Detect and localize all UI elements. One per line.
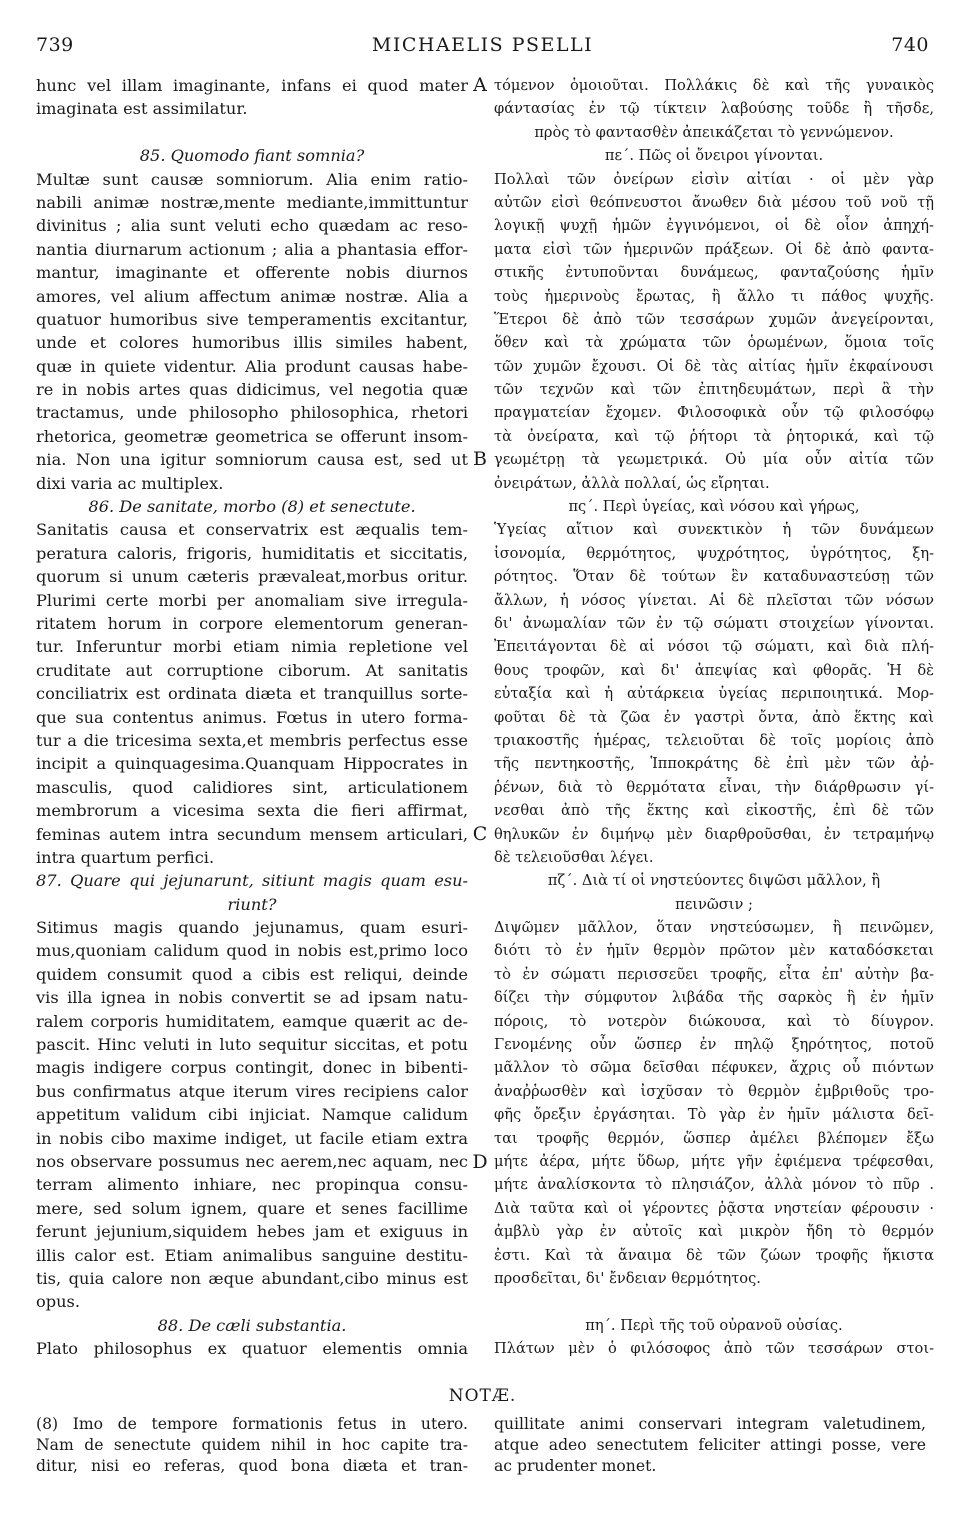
section-heading-88 [36,1314,468,1337]
greek-line: πρὸς τὸ φαντασθὲν ἀπεικάζεται τὸ γεννώμενον. [534,123,894,141]
notes-left-column [36,1414,468,1477]
latin-line: Plurimi certe morbi per anomaliam sive irregula- [36,590,468,610]
greek-line: Διψῶμεν μᾶλλον, ὅταν νηστεύσωμεν, ἢ πεινῶμεν, [494,919,934,937]
greek-line: τῆς πεντηκοστῆς, Ἱπποκράτης δὲ ἐπὶ μὲν τῶν ἀῤ- [494,755,934,773]
greek-column [494,74,934,1360]
latin-line: imaginata est assimilatur. [36,99,248,119]
section-heading-text: 86. De sanitate, morbo (8) et senectute. [88,497,416,517]
latin-line: tractamus, unde philosopho philosophica, rhetori [36,403,468,423]
latin-line: illis calor est. Etiam animalibus sanguine destitu- [36,1245,468,1265]
greek-line: ὅθεν καὶ τὰ χρώματα τῶν ὁρωμένων, ὅμοια τοῖς [494,334,934,352]
latin-line: magis indigere corpus contingit, donec in bibenti- [36,1058,468,1078]
greek-line: ἐστι. Καὶ τὰ ἄναιμα δὲ τῶν ζώων τροφῆς ἥκιστα [494,1246,934,1264]
notes-right-column [494,1414,926,1477]
latin-line: opus. [36,1292,80,1312]
latin-line: masculis, quod calidiores sint, articulationem [36,777,468,797]
greek-line: θηλυκῶν ἐν διμήνῳ μὲν διαρθροῦσθαι, ἐν τετραμήνῳ [494,825,934,843]
latin-line: mantur, imaginante et offerente nobis diurnos [36,263,468,283]
greek-line: ὀνειράτων, ἀλλὰ πολλαί, ὡς εἴρηται. [494,474,770,492]
greek-line: προσδεῖται, δι' ἔνδειαν θερμότητος. [494,1269,761,1287]
greek-line: πόροις, τὸ νοτερὸν διώκουσα, καὶ τὸ δίυγρον. [494,1012,934,1030]
latin-line: quidem consumit quod a cibis est reliqui, deinde [36,964,468,984]
greek-line: μᾶλλον τὸ σῶμα δεῖσθαι πέφυκεν, ἄχρις οὗ πιόντων [494,1059,934,1077]
latin-line: Multæ sunt causæ somniorum. Alia enim ratio- [36,169,468,189]
latin-line: nia. Non una igitur somniorum causa est, sed ut [36,450,468,470]
greek-line: τοὺς ἡμερινοὺς ἔρωτας, ἢ ἄλλο τι πάθος ψυχῆς. [494,287,934,305]
note-line: (8) Imo de tempore formationis fetus in utero. [36,1415,468,1433]
latin-line: rhetorica, geometræ geometrica se offerunt insom- [36,426,468,446]
latin-line: tur. Inferuntur morbi etiam nimia repletione vel [36,637,468,657]
greek-line: Διὰ ταῦτα καὶ οἱ γέροντες ῥᾷστα νηστείαν φέρουσιν · [494,1199,934,1217]
latin-line: quorum si unum cæteris prævaleat,morbus oritur. [36,567,468,587]
latin-line: hunc vel illam imaginante, infans ei quod mater [36,76,468,95]
greek-line: Πλάτων μὲν ὁ φιλόσοφος ἀπὸ τῶν τεσσάρων στοι- [494,1340,934,1358]
greek-line: πραγματείαν ἔχομεν. Φιλοσοφικὰ οὖν τῷ φιλοσόφῳ [494,404,934,422]
section-heading-86 [36,495,468,518]
section-heading-85-greek: πε΄. Πῶς οἱ ὄνειροι γίνονται. [604,147,824,165]
latin-line: mere, sed solum ignem, quare et senes facillime [36,1198,468,1218]
latin-line: tis, quia calore non æque abundant,cibo minus est [36,1268,468,1288]
section-heading-86-greek: πς΄. Περὶ ὑγείας, καὶ νόσου καὶ γήρως, [568,498,860,516]
running-title: MICHAELIS PSELLI [371,34,594,56]
latin-line: divinitus ; alia sunt veluti echo quædam ac reso- [36,216,468,236]
latin-line: appetitum validum cibi injiciat. Namque calidum [36,1105,468,1125]
greek-line: φάντασίας ἐν τῷ τίκτειν λαβούσης τοῦδε ἢ τῆσδε, [494,100,934,118]
latin-line: nantia diurnarum actionum ; alia a phantasia effor- [36,239,468,259]
greek-line: ἄλλων, ἡ νόσος γίνεται. Αἱ δὲ πλεῖσται τῶν νόσων [494,591,934,609]
latin-line: bus confirmatus atque iterum vires recipiens calor [36,1081,468,1101]
margin-letter-c: C [472,823,488,845]
greek-line: εὐταξία καὶ ἡ αὐτάρκεια ὑγείας περιποιητικά. Μορ- [494,685,934,703]
section-heading-87-greek-cont: πεινῶσιν ; [675,895,753,913]
latin-line: re in nobis artes quas didicimus, vel negotia quæ [36,380,468,400]
greek-line: ἀναῤῥωσθὲν καὶ ἰσχῦσαν τὸ θερμὸν ἐμβριθοῦς τρο- [494,1082,934,1100]
section-heading-87 [36,869,468,892]
notes-heading: NOTÆ. [448,1386,517,1406]
latin-line: Sitimus magis quando jejunamus, quam esuri- [36,918,468,938]
section-heading-85 [36,144,468,167]
greek-line: φῆς ὄρεξιν ἐργάσηται. Τὸ γὰρ ἐν ἡμῖν μάλιστα δεῖ- [494,1106,934,1124]
section-heading-text: riunt? [227,894,277,914]
running-header [36,34,929,64]
greek-line: ρότητος. Ὅταν δὲ τούτων ἓν καταδυναστεύσῃ τῶν [494,568,934,586]
latin-line: pascit. Hinc veluti in luto sequitur siccitas, et potu [36,1035,468,1055]
greek-line: μήτε ἀέρα, μήτε ὕδωρ, μήτε γῆν ἐφιέμενα τρέφεσθαι, [494,1152,934,1170]
section-heading-text: 85. Quomodo fiant somnia? [139,146,365,166]
greek-line: δὲ τελειοῦσθαι λέγει. [494,848,654,866]
latin-line: vis illa ignea in nobis convertit se ad ipsam natu- [36,988,468,1008]
latin-line: Plato philosophus ex quatuor elementis omnia [36,1339,468,1359]
note-line: ac prudenter monet. [494,1457,657,1475]
latin-line: amores, vel alium affectum animæ nostræ. Alia a [36,286,468,306]
latin-line: unde et colores humoribus illis similes habent, [36,333,468,353]
greek-line: θους τροφῶν, καὶ δι' ἀπεψίας καὶ φθορᾶς. Ἡ δὲ [494,661,934,679]
latin-column [36,74,468,1360]
greek-line: Πολλαὶ τῶν ὀνείρων εἰσὶν αἰτίαι · οἱ μὲν γὰρ [494,170,934,188]
latin-line: Sanitatis causa et conservatrix est æqualis tem- [36,520,468,540]
greek-line: ἰσονομία, θερμότητος, ψυχρότητος, ὑγρότητος, ξη- [494,544,934,562]
latin-line [36,121,468,144]
greek-line: ἀμβλὺ γὰρ ἐν αὐτοῖς καὶ μικρὸν ἤδη τὸ θερμόν [494,1223,934,1241]
latin-line: cruditate aut corruptione ciborum. At sanitatis [36,660,468,680]
section-heading-87-cont [36,893,468,916]
page-number-right: 740 [891,34,929,56]
section-heading-88-greek: πη΄. Περὶ τῆς τοῦ οὐρανοῦ οὐσίας. [585,1316,843,1334]
margin-letter-d: D [472,1151,488,1173]
latin-line: intra quartum perfici. [36,847,215,867]
latin-line: mus,quoniam calidum quod in nobis est,primo loco [36,941,468,961]
greek-line: αὐτῶν εἰσὶ θεόπνευστοι ἄνωθεν διὰ μέσου τοῦ νοῦ τῇ [494,193,934,211]
greek-line: ται τροφῆς θερμόν, ὥσπερ ἀμέλει βλέπομεν ἔξω [494,1129,934,1147]
greek-line: τόμενον ὁμοιοῦται. Πολλάκις δὲ καὶ τῆς γυναικὸς [494,77,934,94]
latin-line: membrorum a vicesima sexta die fieri affirmat, [36,801,468,821]
greek-line: Γενομένης οὖν ὥσπερ ἐν πηλῷ ξηρότητος, ποτοῦ [494,1036,934,1054]
greek-line: ματα εἰσὶ τῶν ἡμερινῶν πράξεων. Οἱ δὲ ἀπὸ φαντα- [494,240,934,258]
section-heading-87-greek: πζ΄. Διὰ τί οἱ νηστεύοντες διψῶσι μᾶλλον, ἢ [547,872,881,890]
greek-line: τὸ ἐν σώματι περισσεῦει τροφῆς, εἶτα ἐπ' αὐτὴν βα- [494,965,934,983]
note-line: Nam de senectute quidem nihil in hoc capite tra- [36,1436,468,1454]
note-line: quillitate animi conservari integram valetudinem, [494,1415,926,1433]
greek-line: μήτε ἀναλίσκοντα τὸ πλησιάζον, ἀλλὰ μόνον τὸ πῦρ . [494,1176,934,1194]
greek-line: Ἕτεροι δὲ ἀπὸ τῶν τεσσάρων χυμῶν ἀνεγείρονται, [494,310,934,328]
latin-line: peratura caloris, frigoris, humiditatis et siccitatis, [36,543,468,563]
page-number-left: 739 [36,34,74,56]
greek-line: τῶν χυμῶν ἔχουσι. Οἱ δὲ τὰς αἰτίας ἡμῖν ἐκφαίνουσι [494,357,934,375]
latin-line: ritatem horum in corpore elementorum generan- [36,613,468,633]
margin-letter-a: A [473,74,487,96]
greek-line: λογικῇ ψυχῇ ἡμῶν ἐγγινόμενοι, οἱ δὲ οἷον ἀπηχή- [494,217,934,235]
greek-line: φοῦται δὲ τὰ ζῶα ἐν γαστρὶ ὄντα, ἀπὸ ἕκτης καὶ [494,708,934,726]
greek-line: τριακοστῆς ἡμέρας, τελειοῦται δὲ τοῖς μορίοις ἀπὸ [494,731,934,749]
latin-line: quæ in quiete videntur. Alia produnt causas habe- [36,356,468,376]
greek-line: δίζει τὴν σύμφυτον λιβάδα τῆς σαρκὸς ἣ ἐν ἡμῖν [494,989,934,1007]
note-line: atque adeo senectutem feliciter attingi posse, vere [494,1436,926,1454]
latin-line: ferunt jejunium,siquidem hebes jam et exiguus in [36,1222,468,1242]
latin-line: tur a die tricesima sexta,et membris perfectus esse [36,730,468,750]
latin-line: ralem corporis humiditatem, eamque quærit ac de- [36,1011,468,1031]
latin-line: in nobis cibo maxime indiget, ut facile etiam extra [36,1128,468,1148]
greek-line: τὰ ὀνείρατα, καὶ τῷ ῥήτορι τὰ ῥητορικά, καὶ τῷ [494,427,934,445]
note-line: ditur, nisi eo referas, quod bona diæta et tran- [36,1457,468,1475]
latin-line: nos observare possumus nec aerem,nec aquam, nec [36,1151,468,1171]
latin-line: feminas autem intra secundum mensem articulari, [36,824,468,844]
greek-line: νεσθαι ἀπὸ τῆς ἕκτης καὶ εἰκοστῆς, ἐπὶ δὲ τῶν [494,802,934,820]
latin-line: nabili animæ nostræ,mente mediante,immittuntur [36,192,468,212]
section-heading-text: 87. Quare qui jejunarunt, sitiunt magis quam esu- [36,871,468,891]
latin-line: incipit a quinquagesima.Quanquam Hippocrates in [36,754,468,774]
greek-line: τῶν τεχνῶν καὶ τῶν ἐπιτηδευμάτων, περὶ ἃ τὴν [494,381,934,399]
latin-line: quatuor humoribus sive temperamentis excitantur, [36,309,468,329]
greek-line: ῥένων, διὰ τὸ θερμότατα εἶναι, τὴν διάρθρωσιν γί- [494,778,934,796]
latin-line: terram alimento inhiare, nec propinqua consu- [36,1175,468,1195]
greek-line: Ἐπειτάγονται δὲ αἱ νόσοι τῷ σώματι, καὶ διὰ πλή- [494,638,934,656]
greek-line: Ὑγείας αἴτιον καὶ συνεκτικὸν ἡ τῶν δυνάμεων [494,521,934,539]
margin-letter-b: B [473,448,487,470]
latin-line: dixi varia ac multiplex. [36,473,224,493]
latin-line: conciliatrix est ordinata diæta et tranquillus sorte- [36,684,468,704]
latin-line: que sua contentus animus. Fœtus in utero forma- [36,707,468,727]
greek-line: στικῆς ἐντυποῦνται δυνάμεως, φανταζούσης ἡμῖν [494,264,934,282]
greek-line: γεωμέτρῃ τὰ γεωμετρικά. Οὐ μία οὖν αἰτία τῶν [494,451,934,469]
greek-line: δι' ἀνωμαλίαν τῶν ἐν τῷ σώματι στοιχείων γίνονται. [494,614,934,632]
section-heading-text: 88. De cæli substantia. [157,1315,347,1335]
greek-line: διότι τὸ ἐν ἡμῖν θερμὸν πρῶτον μὲν καταδόσκεται [494,942,934,960]
greek-line [494,1290,934,1313]
